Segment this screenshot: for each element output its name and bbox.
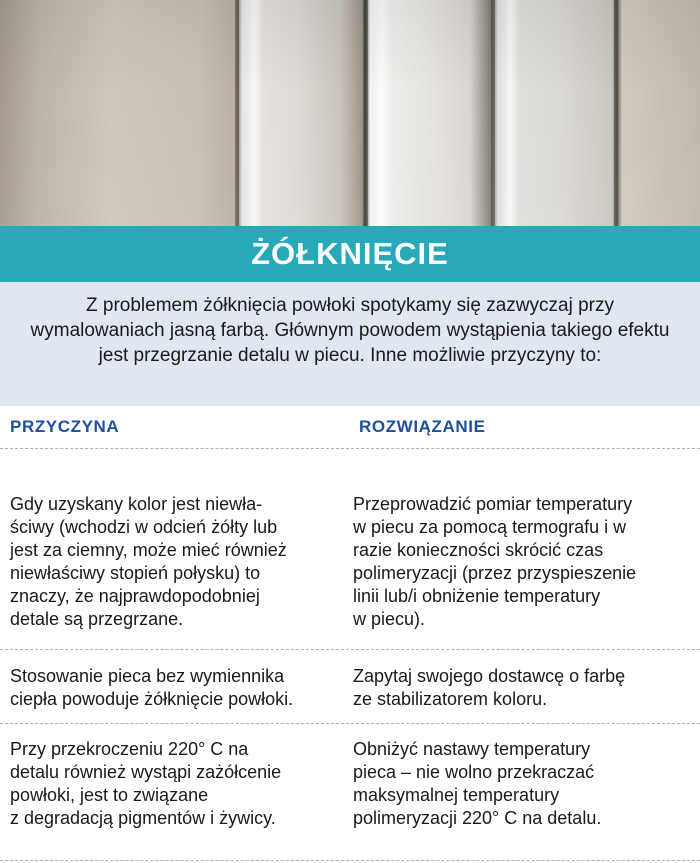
cause-cell — [0, 665, 352, 723]
cause-text: Przy przekroczeniu 220° C na detalu również wystąpi zażółcenie powłoki, jest to związane z degradacją pigmentów i żywicy. — [10, 739, 282, 828]
cause-cell — [0, 493, 352, 649]
solution-text: Zapytaj swojego dostawcę o farbę ze stabilizatorem koloru. — [353, 666, 626, 709]
solution-cell — [352, 493, 700, 649]
cause-text: Gdy uzyskany kolor jest niewła- ściwy (wchodzi w odcień żółty lub jest za ciemny, może mieć również niewłaściwy stopień połysku) to znaczy, że najprawdopodobniej detale są przegrzane. — [10, 494, 287, 629]
intro-text: Z problemem żółknięcia powłoki spotykamy się zazwyczaj przy wymalowaniach jasną farbą. Głównym powodem wystąpienia takiego efektu jest przegrzanie detalu w piecu. Inne możliwie przyczyny to: — [30, 295, 670, 366]
cause-cell — [0, 738, 352, 860]
table-row — [0, 724, 700, 861]
table-header — [0, 406, 700, 449]
cause-text: Stosowanie pieca bez wymiennika ciepła powoduje żółknięcie powłoki. — [10, 666, 294, 709]
radiator-photo — [0, 0, 700, 226]
solution-text: Obniżyć nastawy temperatury pieca – nie wolno przekraczać maksymalnej temperatury polimeryzacji 220° C na detalu. — [353, 739, 602, 828]
intro-paragraph — [0, 282, 700, 406]
table-row — [0, 650, 700, 724]
solution-cell — [352, 738, 700, 860]
header-cause: PRZYCZYNA — [10, 417, 120, 436]
header-solution: ROZWIĄZANIE — [359, 417, 486, 436]
table-row — [0, 449, 700, 650]
section-title — [0, 226, 700, 282]
section-title-text: ŻÓŁKNIĘCIE — [251, 236, 449, 271]
photo-shading — [0, 0, 700, 226]
cause-solution-table — [0, 406, 700, 861]
solution-text: Przeprowadzić pomiar temperatury w piecu za pomocą termografu i w razie konieczności skrócić czas polimeryzacji (przez przyspieszenie linii lub/i obniżenie temperatury w piecu). — [353, 494, 637, 629]
solution-cell — [352, 665, 700, 723]
